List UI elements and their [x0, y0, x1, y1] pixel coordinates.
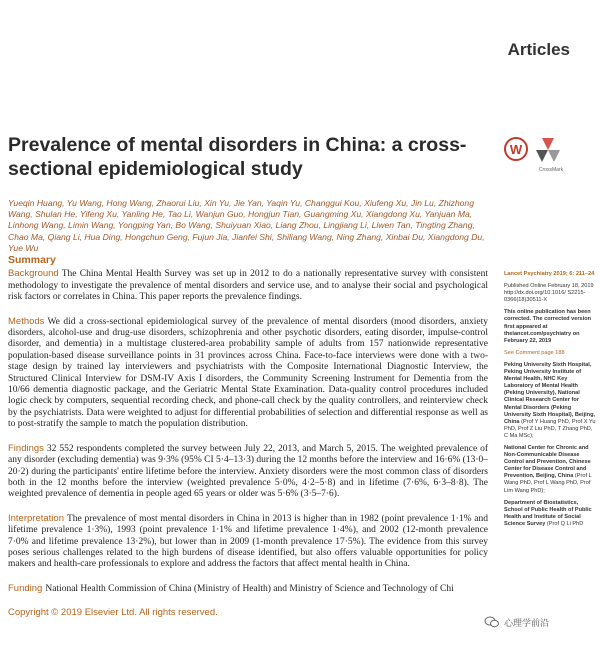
findings-paragraph	[8, 443, 488, 501]
article-sidebar	[504, 271, 596, 533]
correction-note: This online publication has been corrected. The corrected version first appeared at thelancet.com/psychiatry on February 22, 2019	[504, 309, 592, 344]
crossmark-label: CrossMark	[538, 167, 564, 173]
methods-text: We did a cross-sectional epidemiological survey of the prevalence of mental disorders (mood disorders, anxiety disorders, alcohol-use and drug-use disorders, schizophrenia and other psychotic disorders, eating disorder, impulse-control disorder, and dementia) in a multistage clustered-area probability sample of adults from 157 nationwide representative population-based disease surveillance points in 31 provinces across China. Face-to-face interviews were done with a two-stage design by trained lay interviewers and psychiatrists with the Composite International Diagnostic Interview, the Structured Clinical Interview for DSM-IV Axis I disorders, the Community Screening Instrument for Dementia from the 10/66 dementia diagnostic package, and the Geriatric Mental State Examination. Data-quality control procedures included logic check by computers, sequential recording check, and phone-call check by the quality controllers, and reinterview check by the psychiatrists. Data were weighted to adjust for differential probabilities of selection and differential response as well as to post-stratify the sample to match the population distribution.	[8, 316, 488, 430]
badge-group	[502, 134, 592, 174]
badge-icons	[502, 134, 592, 174]
background-paragraph	[8, 268, 488, 303]
background-text: The China Mental Health Survey was set up in 2012 to do a nationally representative survey with consistent methodology to investigate the prevalence of mental disorders and service use, and to analyse their social and psychological risk factors or correlates in China. This paper reports the prevalence findings.	[8, 269, 488, 303]
see-comment-link[interactable]: See Comment page 188	[504, 349, 565, 356]
copyright: Copyright © 2019 Elsevier Ltd. All rights reserved.	[8, 607, 218, 619]
funding-label: Funding	[8, 582, 43, 594]
methods-paragraph	[8, 316, 488, 431]
interpretation-label: Interpretation	[8, 512, 64, 524]
affiliation-1: Peking University Sixth Hospital, Peking University Institute of Mental Health, NHC Key Laboratory of Mental Health (Peking University), National Clinical Research Center for Mental Disorders (Peking University Sixth Hospital), Beijing, China (Prof Y Huang PhD, Prof X Yu PhD, Prof Z Liu PhD, T Zhang PhD, C Ma MSc);	[504, 361, 596, 439]
interpretation-paragraph	[8, 513, 488, 571]
w-journal-letter: W	[509, 142, 523, 157]
journal-citation: Lancet Psychiatry 2019; 6: 211–24	[504, 271, 595, 277]
author-list: Yueqin Huang, Yu Wang, Hong Wang, Zhaorui Liu, Xin Yu, Jie Yan, Yaqin Yu, Changgui Kou, Xiufeng Xu, Jin Lu, Zhizhong Wang, Shulan He, Yifeng Xu, Yanling He, Tao Li, Wanjun Guo, Hongjun Tian, Guangming Xu, Xiangdong Xu, Yanjuan Ma, Linhong Wang, Limin Wang, Yongping Yan, Bo Wang, Shuiyuan Xiao, Liang Zhou, Lingjiang Li, Liwen Tan, Tingting Zhang, Chao Ma, Qiang Li, Hua Ding, Hongchun Geng, Fujun Jia, Jianfei Shi, Shiliang Wang, Ning Zhang, Xinbai Du, Xiangdong Du, Yue Wu	[8, 198, 485, 253]
crossmark-icon[interactable]	[536, 138, 564, 173]
summary-heading: Summary	[8, 254, 56, 266]
wechat-icon	[484, 614, 500, 630]
affiliation-3: Department of Biostatistics, School of Public Health of Public Health and Institute of Social Science Survey (Prof Q Li PhD	[504, 499, 592, 527]
funding-paragraph	[8, 583, 488, 595]
wechat-watermark	[480, 610, 600, 634]
watermark-text: 心理学前沿	[504, 617, 550, 628]
interpretation-text: The prevalence of most mental disorders in China in 2013 is higher than in 1982 (point prevalence 1·1% and lifetime prevalence 1·3%), 1993 (point prevalence 1·1% and lifetime prevalence 1·4%), and 2002 (12-month prevalence 7·0% and lifetime prevalence 13·2%), but lower than in 2009 (1-month prevalence 17·5%). The evidence from this survey poses serious challenges related to the high burdens of disease identified, but also offers valuable opportunities for policy makers and health-care professionals to explore and address the factors that affect mental health in China.	[8, 513, 488, 570]
published-online: Published Online February 18, 2019 http://dx.doi.org/10.1016/ S2215-0366(18)30511-X	[504, 283, 594, 304]
section-label: Articles	[507, 40, 570, 59]
journal-header	[0, 0, 600, 58]
w-journal-icon[interactable]	[505, 138, 527, 160]
findings-label: Findings	[8, 442, 44, 454]
background-label: Background	[8, 268, 59, 280]
abstract	[8, 255, 488, 620]
findings-text: 32 552 respondents completed the survey between July 22, 2013, and March 5, 2015. The weighted prevalence of any disorder (excluding dementia) was 9·3% (95% CI 5·4–13·3) during the 12 months before the interview and 16·6% (13·0–20·2) during the participants' entire lifetime before the interview. Anxiety disorders were the most common class of disorders both in the 12 months before the interview (weighted prevalence 5·0%, 4·2–5·8) and in lifetime (7·6%, 6·3–8·8). The weighted prevalence of dementia in people aged 65 years or older was 5·6% (3·5–7·6).	[8, 443, 488, 500]
funding-text: National Health Commission of China (Ministry of Health) and Ministry of Science and Technology of Chi	[45, 583, 454, 594]
article-title: Prevalence of mental disorders in China: a cross-sectional epidemiological study	[8, 134, 467, 180]
methods-label: Methods	[8, 315, 45, 327]
affiliation-2: National Center for Chronic and Non-Communicable Disease Control and Prevention, Chinese Center for Disease Control and Prevention, Beijing, China (Prof L Wang PhD, Prof L Wang PhD, Prof Lim Wang PhD);	[504, 444, 592, 494]
